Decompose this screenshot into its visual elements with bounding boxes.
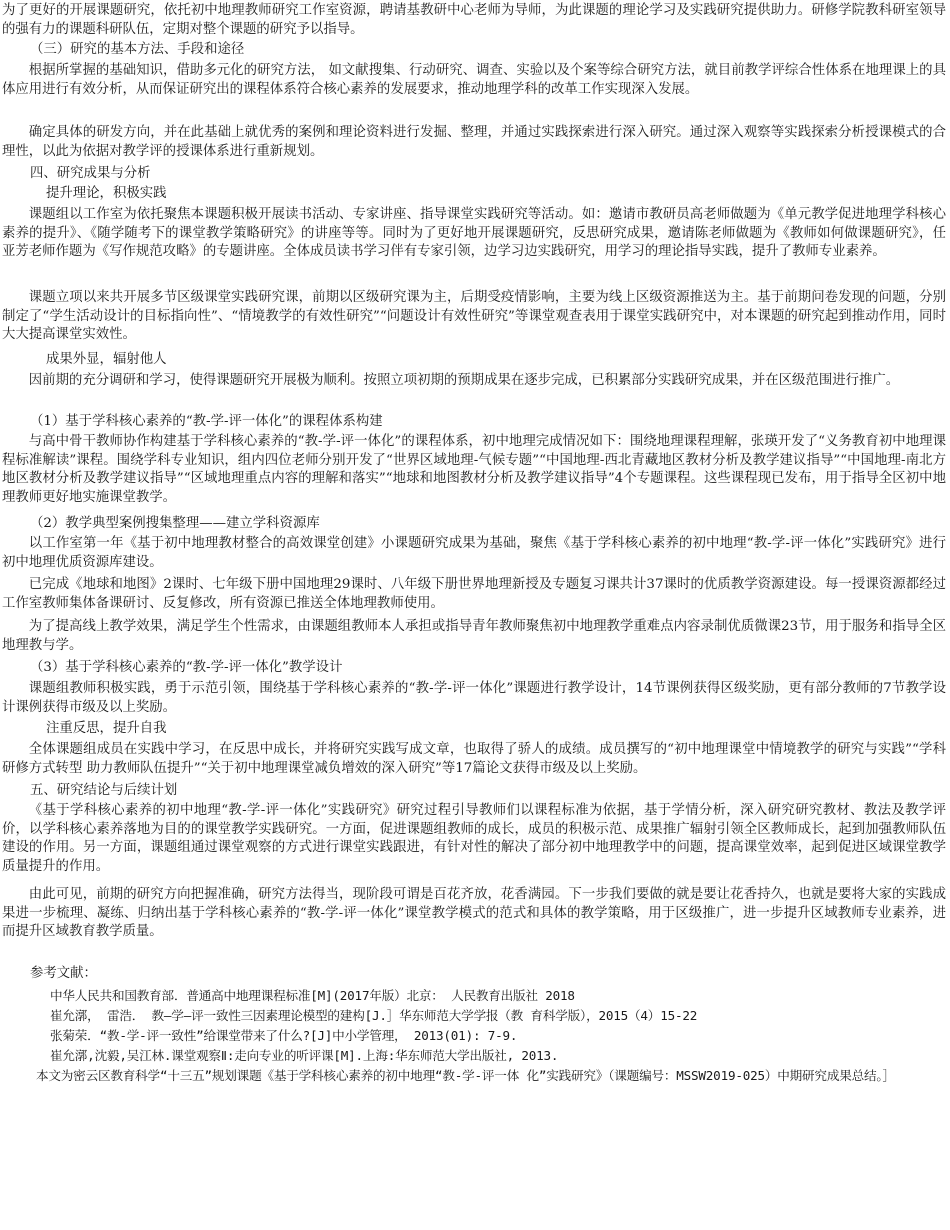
reference-item: 中华人民共和国教育部．普通高中地理课程标准[M](2017年版）北京： 人民教育出版社 2018: [50, 988, 575, 1003]
heading-theory-practice: 提升理论，积极实践: [46, 186, 167, 201]
paragraph-reading-activities: 课题组以工作室为依托聚焦本课题积极开展读书活动、专家讲座、指导课堂实践研究等活动。如：邀请市教研员高老师做题为《单元教学促进地理学科核心素养的提升》、《随学随考下的课堂教学策略研究》的讲座等等。同时为了更好地开展课题研究，反思研究成果，邀请陈老师做题为《教师如何做课题研究》，任亚芳老师作题为《写作规范攻略》的专题讲座。全体成员读书学习伴有专家引领，边学习边实践研究，用学习的理论指导实践，提升了教师专业素养。: [2, 207, 946, 260]
paragraph-lessons: 课题立项以来共开展多节区级课堂实践研究课，前期以区级研究课为主，后期受疫情影响，主要为线上区级资源推送为主。基于前期问卷发现的问题，分别制定了“学生活动设计的目标指向性”、“情境教学的有效性研究”“问题设计有效性研究”等课堂观查表用于课堂实践研究中，对本课题的研究起到推动作用，同时大大提高课堂实效性。: [2, 290, 946, 343]
paragraph-progress: 因前期的充分调研和学习，使得课题研究开展极为顺利。按照立项初期的预期成果在逐步完成，已积累部分实践研究成果，并在区级范围进行推广。: [28, 373, 900, 388]
heading-methods: （三）研究的基本方法、手段和途径: [30, 42, 245, 57]
reference-item: 崔允漷， 雷浩． 教—学—评一致性三因素理论模型的建构[J.］华东师范大学学报（教 育科学版），2015（4）15-22: [50, 1008, 698, 1023]
reference-item: 张菊荣．“教-学-评一致性”给课堂带来了什么?[J]中小学管理， 2013(01): 7-9.: [50, 1028, 518, 1043]
paragraph-advisors: 为了更好的开展课题研究，依托初中地理教师研究工作室资源，聘请基教研中心老师为导师，为此课题的理论学习及实践研究提供助力。研修学院教科研室领导的强有力的课题科研队伍，定期对整个课题的研究予以指导。: [2, 3, 946, 37]
paragraph-microlessons: 为了提高线上教学效果，满足学生个性需求，由课题组教师本人承担或指导青年教师聚焦初中地理教学重难点内容录制优质微课23节，用于服务和指导全区地理教与学。: [2, 619, 946, 653]
paragraph-direction: 确定具体的研发方向，并在此基础上就优秀的案例和理论资料进行发掘、整理，并通过实践探索进行深入研究。通过深入观察等实践探索分析授课模式的合理性，以此为依据对教学评的授课体系进行重新规划。: [2, 125, 946, 159]
paragraph-teaching-design: 课题组教师积极实践，勇于示范引领，围绕基于学科核心素养的“教-学-评一体化”课题进行教学设计，14节课例获得区级奖励，更有部分教师的7节教学设计课例获得市级及以上奖励。: [2, 681, 946, 715]
paragraph-curriculum: 与高中骨干教师协作构建基于学科核心素养的“教-学-评一体化”的课程体系，初中地理完成情况如下：围绕地理课程理解，张瑛开发了“义务教育初中地理课程标准解读”课程。围绕学科专业知识，组内四位老师分别开发了“世界区域地理-气候专题”“中国地理-西北青藏地区教材分析及教学建议指导”“中国地理-南北方地区教材分析及教学建议指导”“区域地理重点内容的理解和落实”“地球和地图教材分析及教学建议指导”4个专题课程。这些课程现已发布，用于指导全区初中地理教师更好地实施课堂教学。: [2, 434, 946, 505]
paragraph-resource-base: 以工作室第一年《基于初中地理教材整合的高效课堂创建》小课题研究成果为基础，聚焦《基于学科核心素养的初中地理“教-学-评一体化”实践研究》进行初中地理优质资源库建设。: [2, 536, 946, 570]
heading-results: 四、研究成果与分析: [30, 166, 151, 181]
paragraph-methods: 根据所掌握的基础知识，借助多元化的研究方法， 如文献搜集、行动研究、调查、实验以及个案等综合研究方法，就目前教学评综合性体系在地理课上的具体应用进行有效分析，从而保证研究出的课程体系符合核心素养的发展要求，推动地理学科的改革工作实现深入发展。: [2, 63, 946, 97]
heading-outcomes: 成果外显，辐射他人: [46, 352, 167, 367]
reference-note: 本文为密云区教育科学“十三五”规划课题《基于学科核心素养的初中地理“教-学-评一体 化”实践研究》（课题编号：MSSW2019-025）中期研究成果总结。］: [36, 1068, 895, 1083]
heading-teaching-design: （3）基于学科核心素养的“教-学-评一体化”教学设计: [30, 660, 343, 675]
paragraph-papers: 全体课题组成员在实践中学习，在反思中成长，并将研究实践写成文章，也取得了骄人的成绩。成员撰写的“初中地理课堂中情境教学的研究与实践”“学科研修方式转型 助力教师队伍提升”“关于初中地理课堂减负增效的深入研究”等17篇论文获得市级及以上奖励。: [2, 742, 946, 776]
heading-curriculum-system: （1）基于学科核心素养的“教-学-评一体化”的课程体系构建: [30, 414, 383, 429]
paragraph-next-steps: 由此可见，前期的研究方向把握准确，研究方法得当，现阶段可谓是百花齐放，花香满园。下一步我们要做的就是要让花香持久，也就是要将大家的实践成果进一步梳理、凝练、归纳出基于学科核心素养的“教-学-评一体化”课堂教学模式的范式和具体的教学策略，用于区级推广，进一步提升区域教师专业素养，进而提升区域教育教学质量。: [2, 887, 946, 940]
heading-reflection: 注重反思，提升自我: [46, 721, 167, 736]
heading-conclusion: 五、研究结论与后续计划: [30, 783, 178, 798]
paragraph-conclusion: 《基于学科核心素养的初中地理“教-学-评一体化”实践研究》研究过程引导教师们以课程标准为依据，基于学情分析，深入研究研究教材、教法及教学评价，以学科核心素养落地为目的的课堂教学实践研究。一方面，促进课题组教师的成长，成员的积极示范、成果推广辐射引领全区教师成长，起到加强教师队伍建设的作用。另一方面，课题组通过课堂观察的方式进行课堂实践跟进，有针对性的解决了部分初中地理教学中的问题，提高课堂效率，起到促进区域课堂教学质量提升的作用。: [2, 803, 946, 874]
reference-item: 崔允漷,沈毅,吴江林.课堂观察Ⅱ:走向专业的听评课[M].上海:华东师范大学出版社, 2013.: [50, 1048, 559, 1063]
heading-resource-library: （2）教学典型案例搜集整理——建立学科资源库: [30, 516, 320, 531]
references-title: 参考文献：: [30, 966, 97, 981]
paragraph-resources-done: 已完成《地球和地图》2课时、七年级下册中国地理29课时、八年级下册世界地理新授及专题复习课共计37课时的优质教学资源建设。每一授课资源都经过工作室教师集体备课研讨、反复修改，所有资源已推送全体地理教师使用。: [2, 577, 946, 611]
